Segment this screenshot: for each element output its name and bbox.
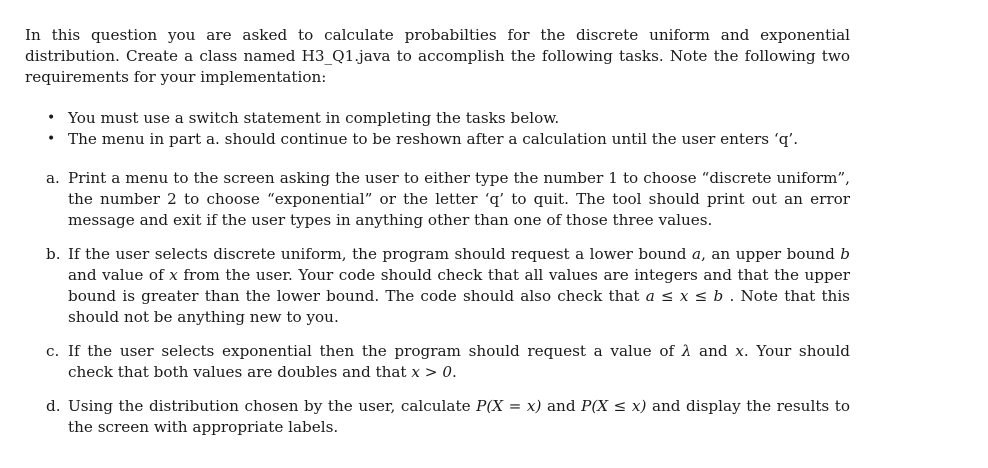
requirement-text: You must use a switch statement in completing the tasks below.: [68, 109, 560, 127]
requirement-text: The menu in part a. should continue to be reshown after a calculation until the user enters ‘q’.: [68, 130, 799, 148]
task-text: If the user selects discrete uniform, the program should request a lower bound a, an upper bound b and value of x from the user. Your code should check that all values are integers and that the upper bound is greater than the lower bound. The code should also check that a ≤ x ≤ b . Note that this should not be anything new to you.: [68, 245, 850, 326]
task-marker: a.: [46, 169, 60, 187]
requirements-list: [25, 108, 850, 150]
task-item-d: [25, 396, 850, 438]
task-text: Using the distribution chosen by the user, calculate P(X = x) and P(X ≤ x) and display the results to the screen with appropriate labels.: [68, 397, 851, 436]
math-var: x: [169, 266, 178, 284]
math-var: a: [692, 245, 702, 263]
math-expression: P(X ≤ x): [581, 397, 647, 415]
intro-line: In this question you are asked to calculate probabilties for the discrete uniform and exponential distribution. Create a class named H3_Q1.java to accomplish the following tasks. Note the following two requirements for your implementation:: [25, 26, 850, 86]
task-item-b: [25, 244, 850, 328]
task-marker: b.: [46, 245, 61, 263]
bullet-icon: •: [47, 110, 56, 126]
task-item-c: [25, 341, 850, 383]
math-expression: P(X = x): [476, 397, 542, 415]
tasks-list: [25, 168, 850, 438]
math-expression: x > 0: [411, 363, 452, 381]
math-var: λ: [681, 342, 692, 360]
intro-paragraph: [25, 25, 850, 88]
task-text: Print a menu to the screen asking the user to either type the number 1 to choose “discrete uniform”, the number 2 to choose “exponential” or the letter ‘q’ to quit. The tool should print out an error message and exit if the user types in anything other than one of those three values.: [68, 169, 850, 229]
requirement-item: [25, 129, 850, 150]
task-marker: d.: [46, 397, 61, 415]
math-var: b: [840, 245, 850, 263]
task-item-a: [25, 168, 850, 231]
math-var: x: [735, 342, 744, 360]
math-expression: a ≤ x ≤ b: [645, 287, 724, 305]
assignment-document: [25, 25, 850, 451]
requirement-item: [25, 108, 850, 129]
bullet-icon: •: [47, 131, 56, 147]
task-marker: c.: [46, 342, 60, 360]
task-text: If the user selects exponential then the program should request a value of λ and x. Your should check that both values are doubles and that x > 0.: [68, 342, 851, 381]
